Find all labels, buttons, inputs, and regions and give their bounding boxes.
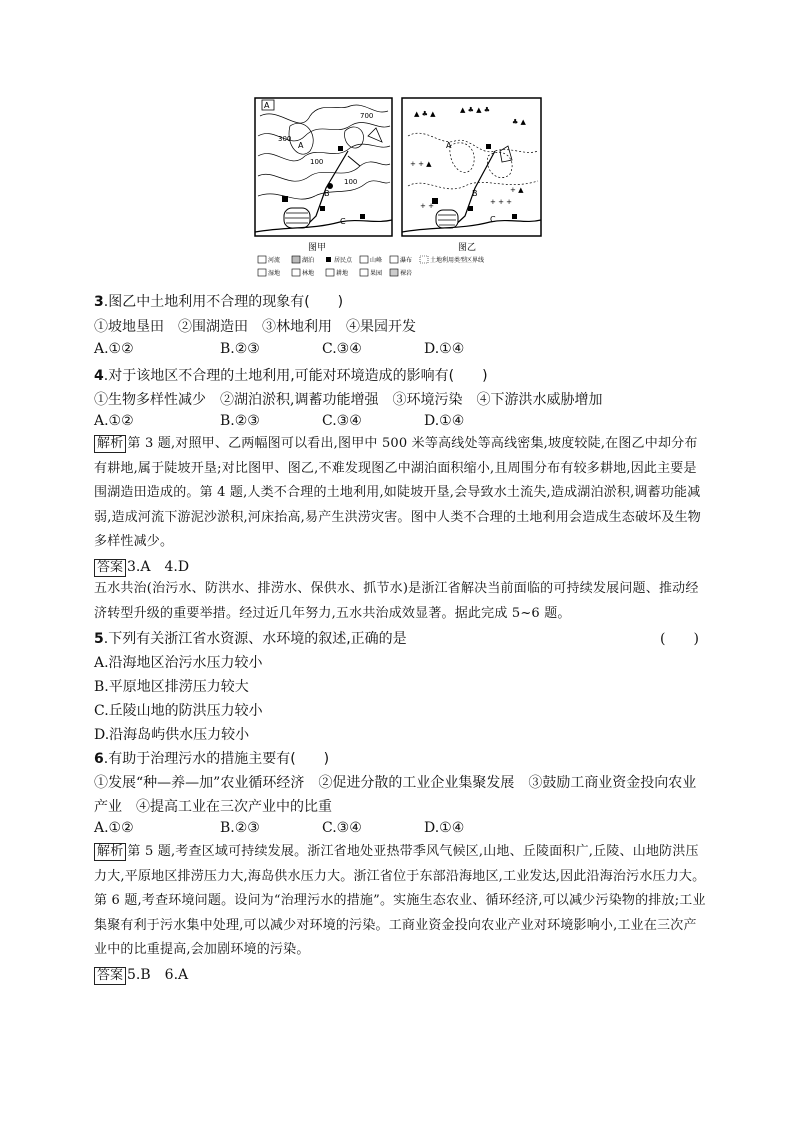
q4-option-c[interactable]: C.③④	[322, 413, 362, 429]
svg-text:+ + ▲: + + ▲	[410, 160, 432, 168]
point-label: A	[446, 141, 452, 150]
contour-label: 700	[360, 112, 374, 120]
q4-option-d[interactable]: D.①④	[424, 413, 465, 429]
svg-text:+ + +: + + +	[490, 198, 513, 206]
q5-option-b[interactable]: B.平原地区排涝压力较大	[94, 679, 249, 695]
svg-text:瀑布: 瀑布	[400, 257, 413, 264]
point-label: C	[490, 215, 496, 224]
svg-text:果园: 果园	[370, 270, 383, 277]
q4-option-a[interactable]: A.①②	[94, 413, 134, 429]
svg-text:河流: 河流	[268, 257, 281, 264]
answer-tag: 答案	[94, 967, 126, 985]
analysis-text: 第 5 题,考查区域可持续发展。浙江省地处亚热带季风气候区,山地、丘陵面积广,丘陵、山地防洪压力大,平原地区排涝压力大,海岛供水压力大。浙江省位于东部沿海地区,工业发达,因此沿海治污水压力大。第 6 题,考查环境问题。设问为“治理污水的措施”。实施生态农业、循环经济,可以减少污染物的排放;工业集聚有利于污水集中处理,可以减少对环境的污染。工商业资金投向农业产业对环境影响小,工业在三次产业中的比重提高,会加剧环境的污染。	[94, 844, 706, 957]
svg-text:湿地: 湿地	[268, 270, 281, 277]
question-4-items: ①生物多样性减少 ②湖泊淤积,调蓄功能增强 ③环境污染 ④下游洪水威胁增加	[94, 392, 603, 408]
q6-option-b[interactable]: B.②③	[220, 820, 260, 836]
point-label: B	[472, 189, 478, 198]
intro-paragraph: 五水共治(治污水、防洪水、排涝水、保供水、抓节水)是浙江省解决当前面临的可持续发展问题、推动经济转型升级的重要举措。经过近几年努力,五水共治成效显著。据此完成 5~6 题。	[94, 581, 699, 621]
analysis-tag: 解析	[94, 843, 126, 861]
svg-text:土地利用类型区界线: 土地利用类型区界线	[430, 257, 485, 264]
q5-option-d[interactable]: D.沿海岛屿供水压力较小	[94, 727, 250, 743]
answer-3-4: 答案 3.A 4.D	[94, 556, 714, 577]
question-5-stem: 5.下列有关浙江省水资源、水环境的叙述,正确的是	[94, 631, 407, 647]
q5-option-a[interactable]: A.沿海地区治污水压力较小	[94, 655, 263, 671]
q3-option-d[interactable]: D.①④	[424, 341, 465, 357]
map-b-caption: 图乙	[458, 243, 477, 253]
q6-option-d[interactable]: D.①④	[424, 820, 465, 836]
question-6-items-2: 产业 ④提高工业在三次产业中的比重	[94, 799, 332, 815]
svg-text:▲ ♣ ▲: ▲ ♣ ▲	[414, 110, 436, 118]
svg-text:山峰: 山峰	[370, 257, 383, 264]
question-3-items: ①坡地垦田 ②围湖造田 ③林地利用 ④果园开发	[94, 319, 416, 335]
analysis-5-6	[94, 840, 708, 963]
map-a-caption: 图甲	[308, 243, 327, 253]
svg-text:裸岩: 裸岩	[400, 270, 413, 277]
svg-text:耕地: 耕地	[336, 270, 349, 277]
q3-option-c[interactable]: C.③④	[322, 341, 362, 357]
map-legend	[258, 256, 484, 277]
map-figure	[250, 96, 546, 286]
q6-option-c[interactable]: C.③④	[322, 820, 362, 836]
q3-option-b[interactable]: B.②③	[220, 341, 260, 357]
svg-text:湖泊: 湖泊	[302, 257, 315, 264]
contour-label: 100	[310, 158, 324, 166]
q5-answer-paren: ( )	[660, 631, 699, 647]
map-a	[255, 98, 392, 253]
contour-label: 100	[344, 178, 358, 186]
map-b	[402, 98, 541, 253]
svg-text:▲ ♣ ▲ ♣: ▲ ♣ ▲ ♣	[460, 106, 490, 114]
q6-option-a[interactable]: A.①②	[94, 820, 134, 836]
point-label: C	[340, 217, 346, 226]
question-4-stem: 4.对于该地区不合理的土地利用,可能对环境造成的影响有( )	[94, 368, 488, 384]
analysis-tag: 解析	[94, 435, 126, 453]
svg-text:居民点: 居民点	[334, 257, 353, 264]
point-label: A	[298, 141, 304, 150]
question-6-stem: 6.有助于治理污水的措施主要有( )	[94, 751, 330, 767]
question-6-items-1: ①发展“种—养—加”农业循环经济 ②促进分散的工业企业集聚发展 ③鼓励工商业资金投向农业	[94, 775, 697, 791]
svg-text:+ ▲: + ▲	[510, 186, 524, 194]
answer-tag: 答案	[94, 559, 126, 577]
question-3-stem: 3.图乙中土地利用不合理的现象有( )	[94, 294, 344, 310]
point-label: B	[324, 189, 330, 198]
svg-text:林地: 林地	[302, 270, 315, 277]
analysis-3-4	[94, 432, 708, 555]
map-a-corner-label: A	[264, 101, 270, 110]
svg-text:♣ ▲: ♣ ▲	[512, 118, 526, 126]
analysis-text: 第 3 题,对照甲、乙两幅图可以看出,图甲中 500 米等高线处等高线密集,坡度较陡,在图乙中却分布有耕地,属于陡坡开垦;对比图甲、图乙,不难发现图乙中湖泊面积缩小,且周围分布有较多耕地,因此主要是围湖造田造成的。第 4 题,人类不合理的土地利用,如陡坡开垦,会导致水土流失,造成湖泊淤积,调蓄功能减弱,造成河流下游泥沙淤积,河床抬高,易产生洪涝灾害。图中人类不合理的土地利用会造成生态破坏及生物多样性减少。	[94, 436, 701, 549]
q5-option-c[interactable]: C.丘陵山地的防洪压力较小	[94, 703, 263, 719]
q3-option-a[interactable]: A.①②	[94, 341, 134, 357]
q4-option-b[interactable]: B.②③	[220, 413, 260, 429]
answer-5-6: 答案 5.B 6.A	[94, 964, 714, 985]
svg-text:+ +: + +	[420, 202, 434, 210]
contour-label: 300	[278, 135, 292, 143]
